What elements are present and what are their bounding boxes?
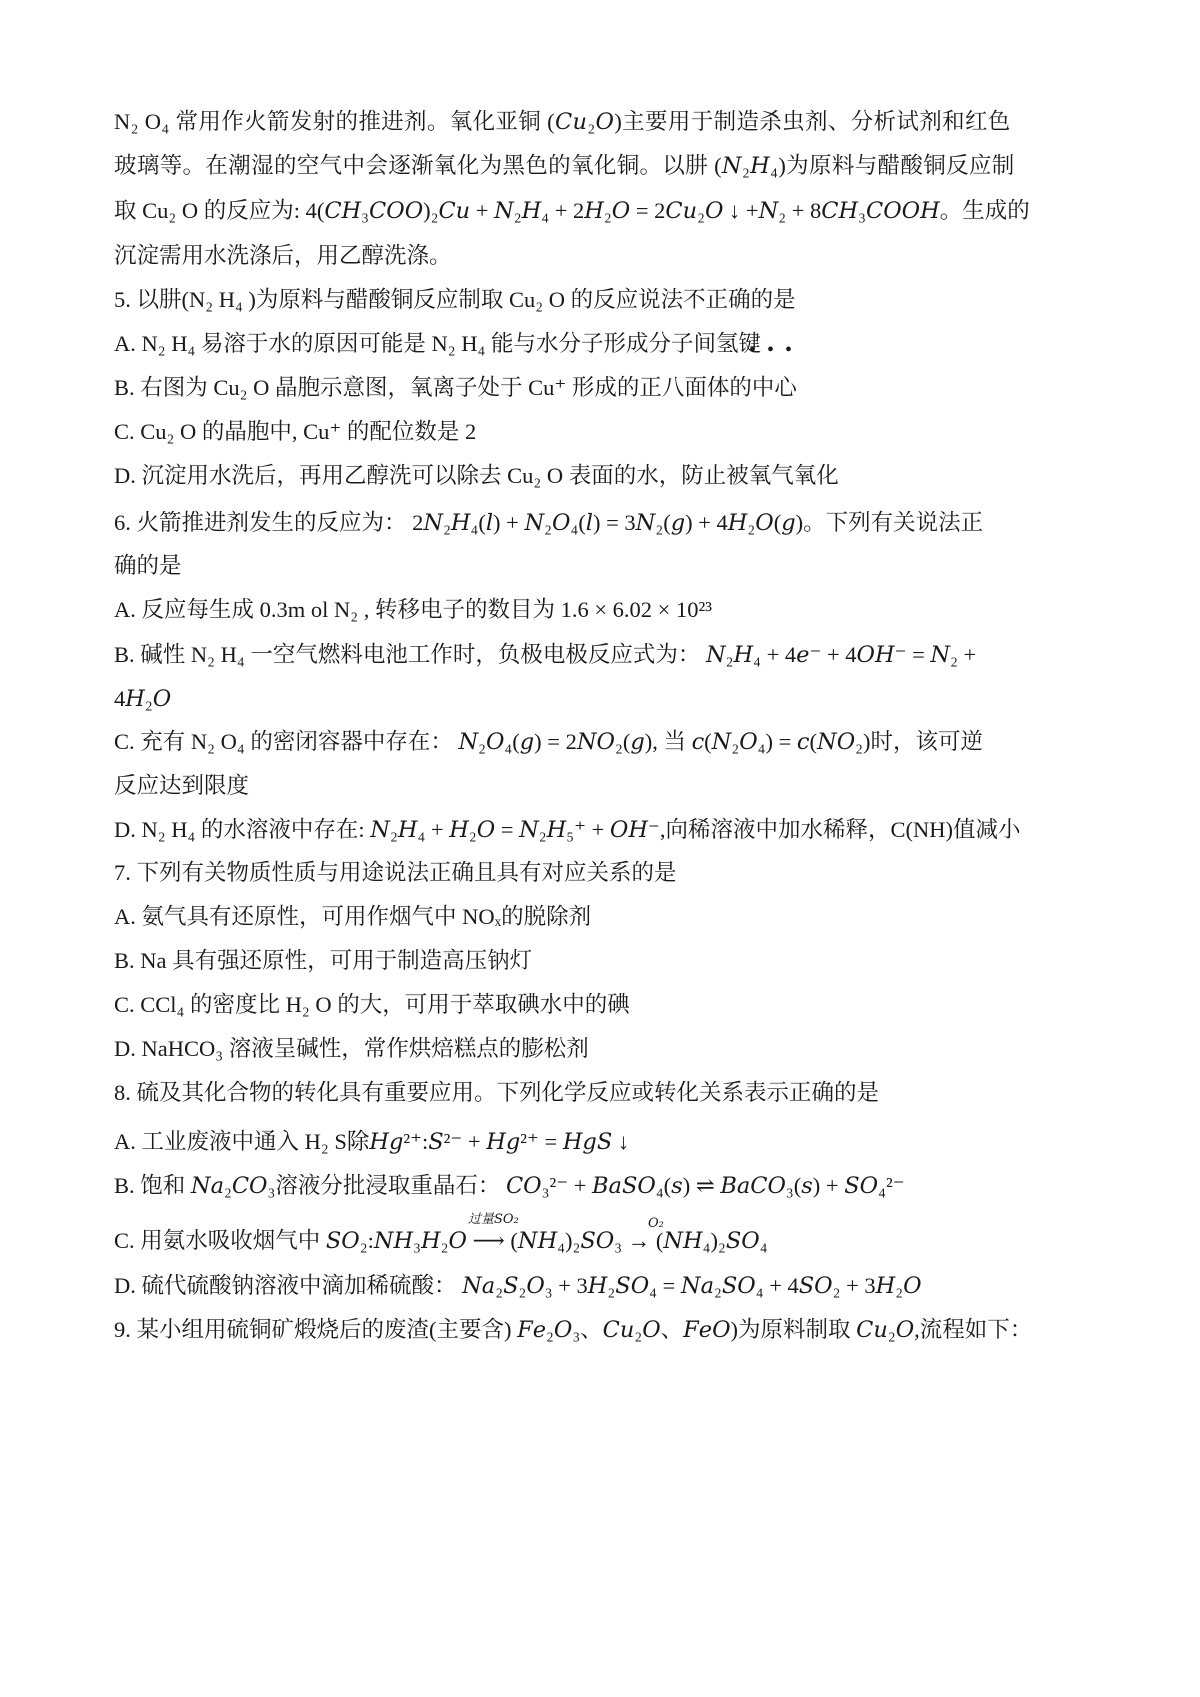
q8-option-c: C. 用氨水吸收烟气中 𝑆𝑂₂:𝑁𝐻₃𝐻₂𝑂 ⟶ (𝑁𝐻₄)₂𝑆𝑂₃ → (𝑁𝐻₄)₂𝑆𝑂₄ — [114, 1228, 768, 1253]
q5-option-a: A. N₂ H₄ 易溶于水的原因可能是 N₂ H₄ 能与水分子形成分子间氢键 — [114, 331, 761, 356]
q6-option-b-line-2: 4𝐻₂𝑂 — [114, 686, 172, 711]
q5-option-d: D. 沉淀用水洗后，再用乙醇洗可以除去 Cu₂ O 表面的水，防止被氧气氧化 — [114, 463, 839, 488]
q8-option-b: B. 饱和 𝑁𝑎₂𝐶𝑂₃溶液分批浸取重晶石： 𝐶𝑂₃²⁻ + 𝐵𝑎𝑆𝑂₄(𝑠) ⇌ 𝐵𝑎𝐶𝑂₃(𝑠) + 𝑆𝑂₄²⁻ — [114, 1173, 905, 1198]
q8-stem: 8. 硫及其化合物的转化具有重要应用。下列化学反应或转化关系表示正确的是 — [114, 1080, 880, 1105]
q5-option-b: B. 右图为 Cu₂ O 晶胞示意图，氧离子处于 Cu⁺ 形成的正八面体的中心 — [114, 375, 797, 400]
intro-line-4: 沉淀需用水洗涤后，用乙醇洗涤。 — [114, 243, 452, 268]
q6-option-c-line-2: 反应达到限度 — [114, 773, 250, 798]
q5-option-c: C. Cu₂ O 的晶胞中, Cu⁺ 的配位数是 2 — [114, 419, 477, 444]
q5-stem: 5. 以肼(N₂ H₄ )为原料与醋酸铜反应制取 Cu₂ O 的反应说法不正确的是 — [114, 287, 796, 312]
q7-stem: 7. 下列有关物质性质与用途说法正确且具有对应关系的是 — [114, 860, 677, 885]
q8-option-a: A. 工业废液中通入 H₂ S除𝐻𝑔²⁺:𝑆²⁻ + 𝐻𝑔²⁺ = 𝐻𝑔𝑆 ↓ — [114, 1129, 630, 1154]
q6-option-a: A. 反应每生成 0.3m ol N₂ , 转移电子的数目为 1.6 × 6.02 × 10²³ — [114, 597, 712, 622]
q6-option-d: D. N₂ H₄ 的水溶液中存在: 𝑁₂𝐻₄ + 𝐻₂𝑂 = 𝑁₂𝐻₅⁺ + 𝑂𝐻⁻,向稀溶液中加水稀释，C(NH)值减小 — [114, 817, 1021, 842]
intro-line-1: N₂ O₄ 常用作火箭发射的推进剂。氧化亚铜 (𝐶𝑢₂𝑂)主要用于制造杀虫剂、分析试剂和红色 — [114, 109, 1011, 134]
q8-option-d: D. 硫代硫酸钠溶液中滴加稀硫酸： 𝑁𝑎₂𝑆₂𝑂₃ + 3𝐻₂𝑆𝑂₄ = 𝑁𝑎₂𝑆𝑂₄ + 4𝑆𝑂₂ + 3𝐻₂𝑂 — [114, 1273, 922, 1298]
arrow-label-excess-so2: 过量𝑆𝑂₂ — [468, 1212, 519, 1227]
q7-option-a: A. 氨气具有还原性，可用作烟气中 NOₓ的脱除剂 — [114, 904, 592, 929]
q7-option-c: C. CCl₄ 的密度比 H₂ O 的大，可用于萃取碘水中的碘 — [114, 992, 630, 1017]
q6-stem-line-2: 确的是 — [114, 553, 182, 578]
q6-option-c-line-1: C. 充有 N₂ O₄ 的密闭容器中存在： 𝑁₂𝑂₄(𝑔) = 2𝑁𝑂₂(𝑔), 当 𝑐(𝑁₂𝑂₄) = 𝑐(𝑁𝑂₂)时，该可逆 — [114, 729, 983, 754]
q6-stem-line-1: 6. 火箭推进剂发生的反应为： 2𝑁₂𝐻₄(𝑙) + 𝑁₂𝑂₄(𝑙) = 3𝑁₂(𝑔) + 4𝐻₂𝑂(𝑔)。下列有关说法正 — [114, 510, 984, 535]
intro-line-2: 玻璃等。在潮湿的空气中会逐渐氧化为黑色的氧化铜。以肼 (𝑁₂𝐻₄)为原料与醋酸铜反应制 — [114, 153, 1015, 178]
emphasis-dots: ••• — [749, 339, 804, 361]
intro-line-3: 取 Cu₂ O 的反应为: 4(𝐶𝐻₃𝐶𝑂𝑂)₂𝐶𝑢 + 𝑁₂𝐻₄ + 2𝐻₂𝑂 = 2𝐶𝑢₂𝑂 ↓ +𝑁₂ + 8𝐶𝐻₃𝐶𝑂𝑂𝐻。生成的 — [114, 198, 1030, 223]
q9-stem: 9. 某小组用硫铜矿煅烧后的废渣(主要含) 𝐹𝑒₂𝑂₃、𝐶𝑢₂𝑂、𝐹𝑒𝑂)为原料制取 𝐶𝑢₂𝑂,流程如下： — [114, 1317, 1033, 1342]
q7-option-d: D. NaHCO₃ 溶液呈碱性，常作烘焙糕点的膨松剂 — [114, 1036, 589, 1061]
q7-option-b: B. Na 具有强还原性，可用于制造高压钠灯 — [114, 948, 533, 973]
q6-option-b-line-1: B. 碱性 N₂ H₄ 一空气燃料电池工作时，负极电极反应式为： 𝑁₂𝐻₄ + 4𝑒⁻ + 4𝑂𝐻⁻ = 𝑁₂ + — [114, 642, 977, 667]
arrow-label-o2: 𝑂₂ — [648, 1216, 664, 1231]
